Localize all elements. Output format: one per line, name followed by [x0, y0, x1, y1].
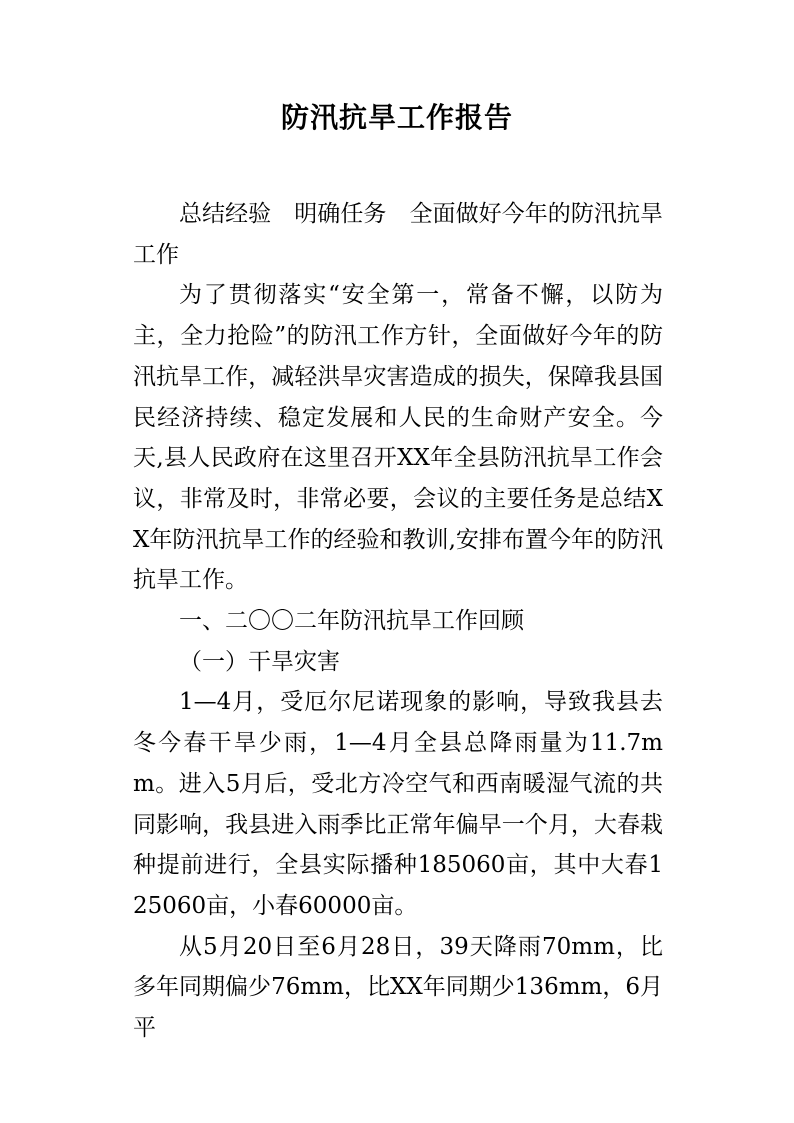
subsection-heading: （一）干旱灾害 — [179, 648, 340, 675]
drought-paragraph: 1—4月，受厄尔尼诺现象的影响，导致我县去冬今春干旱少雨，1—4月全县总降雨量为11.7mm。进入5月后，受北方冷空气和西南暖湿气流的共同影响，我县进入雨季比正常年偏早一个月，大春栽种提前进行，全县实际播种185060亩，其中大春125060亩，小春60000亩。 — [133, 689, 663, 919]
document-body — [133, 194, 663, 1049]
document-title: 防汛抗旱工作报告 — [280, 101, 513, 134]
subtitle-paragraph: 总结经验 明确任务 全面做好今年的防汛抗旱工作 — [133, 201, 663, 268]
rainfall-paragraph: 从5月20日至6月28日，39天降雨70mm，比多年同期偏少76mm，比XX年同期少136mm，6月平 — [133, 933, 663, 1042]
intro-paragraph: 为了贯彻落实“安全第一，常备不懈，以防为主，全力抢险”的防汛工作方针，全面做好今年的防汛抗旱工作，减轻洪旱灾害造成的损失，保障我县国民经济持续、稳定发展和人民的生命财产安全。今天,县人民政府在这里召开XX年全县防汛抗旱工作会议，非常及时，非常必要，会议的主要任务是总结XX年防汛抗旱工作的经验和教训,安排布置今年的防汛抗旱工作。 — [133, 282, 663, 594]
section-heading: 一、二〇〇二年防汛抗旱工作回顾 — [179, 608, 524, 635]
